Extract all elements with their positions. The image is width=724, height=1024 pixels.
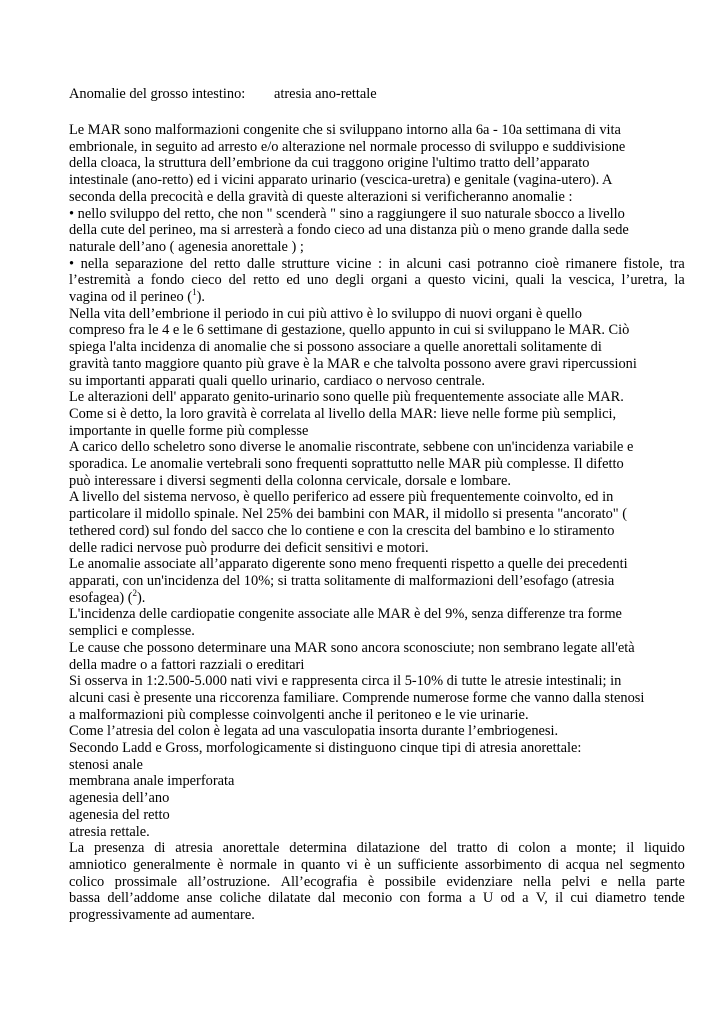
word: a [137, 272, 144, 289]
word: del [189, 255, 208, 272]
word: V, [535, 890, 548, 907]
text-line: Nella vita dell’embrione il periodo in cui più attivo è lo sviluppo di nuovi organi è quello [69, 305, 582, 322]
footnote-close: ). [196, 289, 205, 306]
word: quali [515, 272, 545, 289]
text-line: Si osserva in 1:2.500-5.000 nati vivi e rappresenta circa il 5-10% di tutte le atresie intestinali; in [69, 673, 622, 690]
word: casi [448, 255, 471, 272]
word: questo [427, 272, 466, 289]
word: nella [80, 255, 109, 272]
word: organi [371, 272, 408, 289]
text-line: su importanti apparati quali quello urinario, cardiaco o nervoso centrale. [69, 372, 485, 389]
word: colon [518, 840, 551, 857]
word: U [482, 890, 494, 907]
text-line: alcuni casi è presente una riccorenza familiare. Comprende numerose forme che vanno dalla stenosi [69, 689, 645, 706]
word: retto [253, 272, 280, 289]
text-line: embrionale, in seguito ad arresto e/o alterazione nel normale processo di sviluppo e suddivisione [69, 138, 626, 155]
text-line [69, 857, 685, 874]
text-line: L'incidenza delle cardiopatie congenite associate alle MAR è del 9%, senza differenze tra forme [69, 606, 622, 623]
word: di [154, 840, 166, 857]
word: degli [335, 272, 365, 289]
text-line: spiega l'alta incidenza di anomalie che si possono associare a quelle anorettali solitamente di [69, 339, 602, 356]
word: fondo [150, 272, 185, 289]
text-line: naturale dell’ano ( agenesia anorettale ) ; [69, 238, 304, 255]
word: dilatazione [356, 840, 420, 857]
word: La [69, 840, 85, 857]
word: vescica, [568, 272, 615, 289]
word: è [216, 856, 224, 873]
word: possibile [384, 873, 436, 890]
text-line: compreso fra le 4 e le 6 settimane di gestazione, quello appunto in cui si sviluppano le MAR. Ciò [69, 322, 630, 339]
word: strutture [281, 255, 330, 272]
word: nel [605, 856, 624, 873]
word: retto [214, 255, 241, 272]
word: dilatate [268, 890, 311, 907]
word: è [367, 873, 375, 890]
word: atresia [175, 840, 213, 857]
text-line: della cute del perineo, ma si arresterà a fondo cieco ad una distanza più o meno grande dalla sede [69, 222, 629, 239]
word: a [414, 272, 421, 289]
text-line: può interessare i diversi segmenti della colonna cervicale, dorsale e lombare. [69, 472, 511, 489]
word: cui [570, 890, 588, 907]
word: di [548, 856, 560, 873]
word: tratto [457, 840, 488, 857]
text-line: progressivamente ad aumentare. [69, 907, 255, 924]
word: fistole, [623, 255, 663, 272]
word: il [626, 840, 635, 857]
word: bassa [69, 890, 101, 907]
word: del [228, 272, 247, 289]
text-line [69, 289, 685, 306]
word: All’ecografia [280, 873, 358, 890]
text-line: Come l’atresia del colon è legata ad una vasculopatia insorta durante l’embriogenesi. [69, 723, 559, 740]
footnote-close: ). [137, 589, 146, 606]
word: anorettale [222, 840, 280, 857]
word: all’ostruzione. [187, 873, 271, 890]
word: la [551, 272, 562, 289]
word: di [497, 840, 509, 857]
text-line: • nello sviluppo del retto, che non " scenderà " sino a raggiungere il suo naturale sbocco a livello [69, 205, 625, 222]
word: sufficiente [397, 856, 459, 873]
text-line: A livello del sistema nervoso, è quello periferico ad essere più frequentemente coinvolto, ed in [69, 489, 614, 506]
document-body [69, 122, 685, 924]
word: tende [653, 890, 685, 907]
text-line: agenesia del retto [69, 806, 170, 823]
word: cioè [535, 255, 560, 272]
text-line: membrana anale imperforata [69, 773, 235, 790]
word: con [399, 890, 421, 907]
text-line: apparati, con un'incidenza del 10%; si tratta solitamente di malformazioni dell’esofago (atresia [69, 572, 615, 589]
word: liquido [644, 840, 685, 857]
text-line: delle radici nervose può produrre dei deficit sensitivi e motori. [69, 539, 429, 556]
word: a [469, 890, 476, 907]
word: parte [656, 873, 685, 890]
word: del [429, 840, 448, 857]
text-line: Secondo Ladd e Gross, morfologicamente si distinguono cinque tipi di atresia anorettale: [69, 740, 582, 757]
word: generalmente [133, 856, 211, 873]
text-line: Le alterazioni dell' apparato genito-urinario sono quelle più frequentemente associate alle MAR. [69, 389, 624, 406]
word: l’estremità [69, 272, 131, 289]
word: segmento [629, 856, 685, 873]
word: amniotico [69, 856, 127, 873]
word: • [69, 255, 75, 272]
text-line: sporadica. Le anomalie vertebrali sono frequenti soprattutto nelle MAR più complesse. Il difetto [69, 456, 624, 473]
page-title [69, 86, 377, 103]
text-line [69, 890, 685, 907]
text-line [69, 587, 685, 607]
word: ed [286, 272, 300, 289]
word: forma [427, 890, 462, 907]
text-line [69, 272, 685, 289]
word: colico [69, 873, 105, 890]
word: pelvi [561, 873, 591, 890]
title-left: Anomalie del grosso intestino: [69, 86, 246, 102]
text-line: Le MAR sono malformazioni congenite che si sviluppano intorno alla 6a - 10a settimana di vita [69, 122, 621, 138]
word: l’uretra, [621, 272, 668, 289]
text-line [69, 874, 685, 891]
text-line: agenesia dell’ano [69, 790, 170, 807]
word: meconio [342, 890, 393, 907]
word: vicini, [472, 272, 509, 289]
word: determina [289, 840, 347, 857]
word: un [377, 856, 392, 873]
text-line-content: vagina od il perineo ( [69, 289, 193, 306]
text-line: Le anomalie associate all’apparato digerente sono meno frequenti rispetto a quelle dei precedenti [69, 556, 628, 573]
word: separazione [115, 255, 184, 272]
word: dell’addome [107, 890, 180, 907]
word: rimanere [565, 255, 617, 272]
footnote-ref[interactable]: 2 [132, 587, 138, 598]
word: dal [317, 890, 336, 907]
text-line: Come si è detto, la loro gravità è correlata al livello della MAR: lieve nelle forme più semplici, [69, 405, 617, 422]
word: nella [523, 873, 552, 890]
word: potranno [477, 255, 529, 272]
text-line: a malformazioni più complesse coinvolgenti anche il peritoneo e le vie urinarie. [69, 706, 529, 723]
text-line: stenosi anale [69, 756, 143, 773]
text-line: atresia rettale. [69, 823, 150, 840]
word: normale [229, 856, 277, 873]
word: cieco [191, 272, 222, 289]
text-line: semplici e complesse. [69, 623, 195, 640]
text-line: gravità tanto maggiore quanto più grave è la MAR e che talvolta possono avere gravi ripercussioni [69, 355, 637, 372]
word: assorbimento [464, 856, 542, 873]
word: vi [346, 856, 358, 873]
word: a [522, 890, 529, 907]
text-line: intestinale (ano-retto) ed i vicini apparato urinario (vescica-uretra) e genitale (vagina-utero). A [69, 172, 613, 189]
text-line: importante in quelle forme più complesse [69, 422, 309, 439]
word: diametro [595, 890, 647, 907]
text-line [69, 840, 685, 857]
word: quanto [301, 856, 341, 873]
text-line: della cloaca, la struttura dell’embrione da cui traggono origine l'ultimo tratto dell’apparato [69, 155, 590, 172]
text-line-content: esofagea) ( [69, 589, 133, 606]
text-line: tethered cord) sul fondo del sacco che lo contiene e con la crescita del bambino e lo stiramento [69, 522, 615, 539]
title-right: atresia ano-rettale [274, 86, 377, 102]
word: vicine [336, 255, 372, 272]
word: presenza [94, 840, 145, 857]
word: alcuni [406, 255, 442, 272]
word: : [378, 255, 383, 272]
word: acqua [565, 856, 600, 873]
text-line: della madre o a fattori razziali o ereditari [69, 656, 305, 673]
text-line: seconda della precocità e della gravità di queste alterazioni si verificheranno anomalie : [69, 188, 573, 205]
word: la [674, 272, 685, 289]
word: coliche [219, 890, 261, 907]
text-line [69, 256, 685, 273]
word: monte; [576, 840, 617, 857]
text-line: particolare il midollo spinale. Nel 25% dei bambini con MAR, il midollo si presenta "ancorato" ( [69, 506, 628, 523]
word: nella [617, 873, 646, 890]
word: e [600, 873, 608, 890]
word: il [555, 890, 564, 907]
text-line: A carico dello scheletro sono diverse le anomalie riscontrate, sebbene con un'incidenza variabile e [69, 439, 634, 456]
word: tra [669, 255, 685, 272]
word: evidenziare [446, 873, 513, 890]
word: prossimale [114, 873, 177, 890]
word: in [388, 255, 400, 272]
word: od [500, 890, 515, 907]
word: anse [186, 890, 213, 907]
text-line: Le cause che possono determinare una MAR sono ancora sconosciute; non sembrano legate all'età [69, 639, 635, 656]
word: in [283, 856, 295, 873]
word: a [560, 840, 567, 857]
word: uno [306, 272, 329, 289]
word: è [364, 856, 371, 873]
footnote-ref[interactable]: 1 [192, 287, 197, 298]
word: dalle [247, 255, 275, 272]
